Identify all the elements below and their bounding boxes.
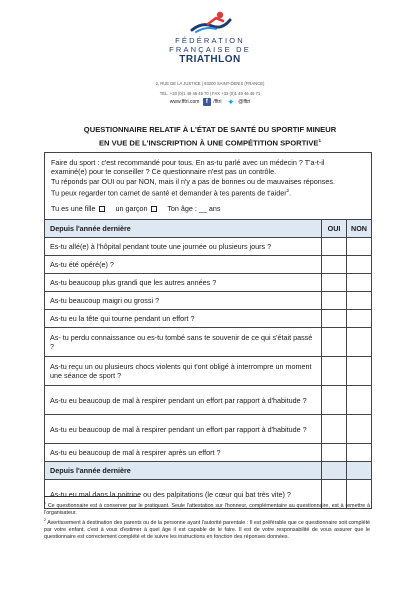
title-line2: EN VUE DE L'INSCRIPTION À UNE COMPÉTITION SPORTIVE$^1$ <box>98 138 322 148</box>
question-text: Es-tu allé(e) à l'hôpital pendant toute une journée ou plusieurs jours ? <box>45 238 322 256</box>
intro-line: Tu peux regarder ton carnet de santé et demander à tes parents de t'aider$^2$. <box>51 188 292 198</box>
table-header-row <box>45 220 371 238</box>
title-footnote-ref: 1 <box>318 138 322 143</box>
section-header-cell <box>322 462 347 480</box>
answer-no-cell[interactable] <box>347 328 372 357</box>
table-row <box>45 310 371 328</box>
answer-yes-cell[interactable] <box>322 444 347 462</box>
questionnaire-form <box>44 152 372 509</box>
answer-yes-cell[interactable] <box>322 238 347 256</box>
intro-line: Faire du sport : c'est recommandé pour tous. En as-tu parlé avec un médecin ? T'a-t-il <box>51 158 325 167</box>
boy-checkbox[interactable] <box>151 206 157 212</box>
answer-no-cell[interactable] <box>347 357 372 386</box>
twitter-handle[interactable]: @fftri <box>238 99 251 105</box>
column-header-yes: OUI <box>322 220 347 238</box>
girl-checkbox[interactable] <box>99 206 105 212</box>
answer-yes-cell[interactable] <box>322 256 347 274</box>
question-text: As-tu eu la tête qui tourne pendant un effort ? <box>45 310 322 328</box>
answer-no-cell[interactable] <box>347 274 372 292</box>
table-row <box>45 256 371 274</box>
intro-line: examiné(e) pour te conseiller ? Ce questionnaire n'est pas un contrôle. <box>51 167 277 177</box>
answer-yes-cell[interactable] <box>322 310 347 328</box>
footnotes <box>44 500 370 541</box>
answer-yes-cell[interactable] <box>322 328 347 357</box>
table-row <box>45 386 371 415</box>
girl-label: Tu es une fille <box>51 204 96 214</box>
org-name-line1: FÉDÉRATION <box>175 36 245 45</box>
question-text: As- tu perdu connaissance ou es-tu tombé sans te souvenir de ce qui s'était passé ? <box>45 328 322 357</box>
intro-line: Tu réponds par OUI ou par NON, mais il n'y a pas de bonnes ou de mauvaises réponses. <box>51 176 335 186</box>
web-links <box>0 98 420 106</box>
table-row <box>45 415 371 444</box>
document-title <box>0 124 420 149</box>
triathlete-logo-icon <box>188 10 232 36</box>
section-header-row <box>45 462 371 480</box>
question-text: As-tu beaucoup plus grandi que les autres années ? <box>45 274 322 292</box>
question-text: As-tu été opéré(e) ? <box>45 256 322 274</box>
phone-fax-line: TÉL. +33 (0)1 49 46 45 70 | FAX +33 (0)1 49 46 45 71 <box>159 90 261 96</box>
table-row <box>45 274 371 292</box>
intro-text <box>45 153 371 202</box>
title-line1: QUESTIONNAIRE RELATIF À L'ÉTAT DE SANTÉ DU SPORTIF MINEUR <box>83 125 337 134</box>
contact-address <box>0 79 420 98</box>
address-line: 2, RUE DE LA JUSTICE | 93200 SAINT-DENIS (FRANCE) <box>155 81 265 86</box>
question-text: As-tu eu beaucoup de mal à respirer pendant un effort par rapport à d'habitude ? <box>45 415 322 444</box>
answer-no-cell[interactable] <box>347 256 372 274</box>
answer-no-cell[interactable] <box>347 386 372 415</box>
facebook-icon: f <box>203 98 211 106</box>
question-text: As-tu eu beaucoup de mal à respirer pendant un effort par rapport à d'habitude ? <box>45 386 322 415</box>
boy-label: un garçon <box>115 204 148 214</box>
answer-yes-cell[interactable] <box>322 357 347 386</box>
section-header: Depuis l'année dernière <box>45 220 322 238</box>
answer-no-cell[interactable] <box>347 415 372 444</box>
table-row <box>45 238 371 256</box>
ffti-logo <box>150 10 270 66</box>
answer-no-cell[interactable] <box>347 238 372 256</box>
questions-table <box>45 219 371 508</box>
footnote-2: $^2$ Avertissement à destination des parents ou de la personne ayant l'autorité parentale : Il est préférable que ce questionnaire soit complété par votre enfant, c'est à vous d'estimer à quel âge il est capable de le faire. Il est de votre responsabilité de vous assurer que le questionnaire est correctement complété et de suivre les instructions en fonction des réponses données. <box>44 517 370 540</box>
table-row <box>45 357 371 386</box>
age-field[interactable]: Ton âge : __ ans <box>167 204 221 214</box>
section-header-cell <box>347 462 372 480</box>
website-link[interactable]: www.fftri.com <box>169 99 200 105</box>
answer-yes-cell[interactable] <box>322 292 347 310</box>
org-name-line2: FRANÇAISE DE <box>169 45 251 54</box>
question-text: As-tu eu beaucoup de mal à respirer après un effort ? <box>45 444 322 462</box>
table-row <box>45 444 371 462</box>
answer-yes-cell[interactable] <box>322 415 347 444</box>
intro-footnote-ref: 2 <box>286 188 290 194</box>
table-row <box>45 328 371 357</box>
answer-yes-cell[interactable] <box>322 274 347 292</box>
question-text: As-tu beaucoup maigri ou grossi ? <box>45 292 322 310</box>
org-name-line3: TRIATHLON <box>179 54 241 65</box>
footnote-separator <box>44 496 140 497</box>
section-header: Depuis l'année dernière <box>45 462 322 480</box>
answer-no-cell[interactable] <box>347 292 372 310</box>
question-text: As-tu reçu un ou plusieurs chocs violents qui t'ont obligé à interrompre un moment une séance de sport ? <box>45 357 322 386</box>
column-header-no: NON <box>347 220 372 238</box>
answer-no-cell[interactable] <box>347 310 372 328</box>
facebook-handle[interactable]: /fftri <box>213 99 222 105</box>
answer-no-cell[interactable] <box>347 444 372 462</box>
answer-yes-cell[interactable] <box>322 386 347 415</box>
gender-age-row <box>45 202 371 219</box>
table-row <box>45 292 371 310</box>
twitter-icon: ✦ <box>227 97 235 107</box>
footnote-1: $^1$ Ce questionnaire est à conserver par le pratiquant. Seule l'attestation sur l'honneur, complémentaire au questionnaire, est à remettre à l'organisateur. <box>44 501 370 516</box>
question-text: As-tu eu mal dans la poitrine ou des palpitations (le cœur qui bat très vite) ? <box>45 480 322 509</box>
